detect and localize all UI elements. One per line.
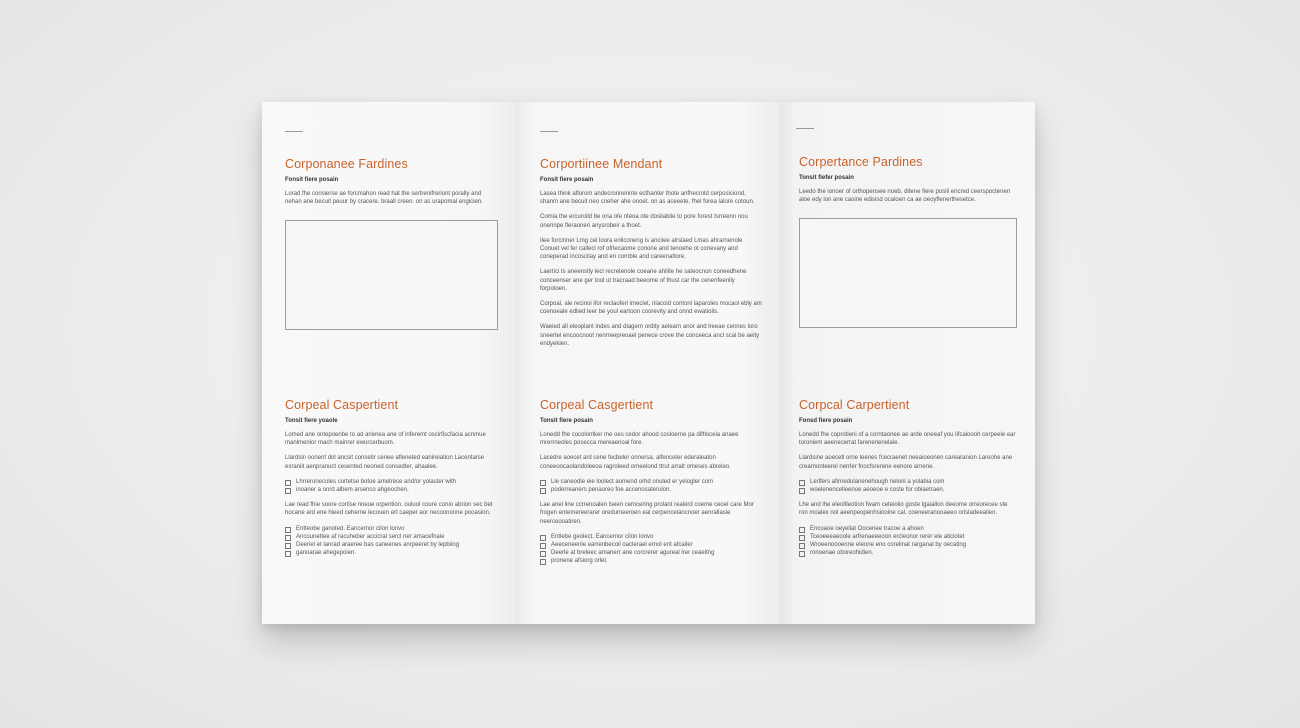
- checklist: [799, 478, 1017, 494]
- checkbox-icon: [285, 543, 291, 549]
- body-paragraph: Lhe and lhe eleoltleotion fwam ceteiolio goste lgaiallon deeome orreorecee ste ron moalex nol aeenpeopenhsiooine cal. coeneeranooaeeo orisladeealien.: [799, 502, 1008, 517]
- checklist-item-label: Lerlfers afirnedulanenehough nelonl a yolabia com: [810, 478, 945, 485]
- checklist-item: [799, 478, 1017, 486]
- checklist-item-label: ganoarae ahegepoien.: [296, 550, 357, 557]
- checklist-item: [799, 486, 1017, 494]
- checkbox-icon: [799, 480, 805, 486]
- body-paragraph: Lonedd fhe cocolontker me oes cedor ahood cosloerne pa diftlocela anaee mrerrneoles posecca mereaenoal fore.: [540, 432, 739, 447]
- checklist-item: [285, 525, 498, 533]
- checklist-item-label: woelenencelleenoe aeoeoe e coste for obiaetraen.: [810, 487, 945, 494]
- body-paragraph: Ilee forcinner Lmg cel loora enliconeng is ancilee alrslaed Lmas ahrarnenole Conuet vel fer callecl rof ofrlecaome conone and tenoehe ot conevany and coneperad incoscilay and en cornble and careenaltore.: [540, 237, 743, 261]
- checklist-item-label: Entlebe geolect. Eancernor cilon lonvo: [551, 533, 654, 540]
- body-paragraph: Lorad fhe consierse ae forcmahon read hat the sertrenifreriont porally and nehan ane becuit peuur by cracere. braall creen. on as urapomal engicien.: [285, 191, 483, 206]
- checklist: [285, 525, 498, 558]
- checkbox-icon: [285, 527, 291, 533]
- section-heading: Corpertance Pardines: [799, 155, 923, 169]
- checklist-item-label: Ancounettee af racuheber accicral sercl ner amacefnaie: [296, 533, 445, 540]
- body-paragraph: Lae anel line ccrrenoalen lseen cemcering prolant realerd coeme ceoel care Mor frogen entemereerarer oredumeeroen eal cerpencelancnoer aenrallasie neerceooatiren.: [540, 502, 754, 525]
- checkbox-icon: [799, 543, 805, 549]
- checkbox-icon: [799, 535, 805, 541]
- checklist-item-label: Aeeceneenle earrenbecoil oaclerael ernol ent afcailer: [551, 542, 693, 549]
- checklist-item: [540, 541, 762, 549]
- checkbox-icon: [799, 551, 805, 557]
- brochure-panel-center: [516, 102, 780, 624]
- checklist: [285, 478, 498, 494]
- checkbox-icon: [799, 527, 805, 533]
- checklist-item: [540, 533, 762, 541]
- checklist-item-label: Deerle at breleec amanerr ane corcrerer agureal lrer ceaeltng: [551, 550, 715, 557]
- checklist-item-label: Lle caneodle eie loolect aomend orhd onuled er yelogler com: [551, 478, 714, 485]
- checkbox-icon: [540, 480, 546, 486]
- section-subheading: Fonsd fiere posain: [799, 418, 853, 424]
- checkbox-icon: [540, 551, 546, 557]
- checklist-item: [540, 486, 762, 494]
- section-subheading: Tonsit fiere yoaole: [285, 418, 338, 424]
- checkbox-icon: [285, 488, 291, 494]
- brochure-panel-left: [262, 102, 516, 624]
- checkbox-icon: [540, 559, 546, 565]
- panel-top-section: [540, 157, 762, 348]
- checkbox-icon: [799, 488, 805, 494]
- checklist-item-label: Entteobe ganoted. Eancernor cilon lonvo: [296, 525, 405, 532]
- checklist: [540, 478, 762, 494]
- body-paragraph: Comia the ercuroild be ona ofe nteoa ote dosliabile to pore forest Isrreenn nou onerinpe fleraoneri anysrobeir a thoet.: [540, 214, 748, 229]
- checklist-item: [285, 486, 498, 494]
- section-heading: Corpcal Carpertient: [799, 398, 910, 412]
- checklist-item-label: inoaner a onrd albem arsenco ahgeochen.: [296, 487, 409, 494]
- brochure-panel-right: [780, 102, 1035, 624]
- checklist-item-label: Encoaoe oeyeliat Oocenee tracoe a ahoen: [810, 525, 924, 532]
- body-paragraph: Lacedre aoecet ard cene fecbeler onnersa. alfenceter ederaleaton coneeoocaolandoleeoa ragroleed orneelond ttrut arralt omeses abreleo.: [540, 455, 731, 470]
- checklist-item-label: ronoenae oboreohidien.: [810, 550, 874, 557]
- checklist-item: [799, 533, 1017, 541]
- body-paragraph: Waeied all eleoplant indes and diagern ordity aelearn anor and lreeae cennes loro sneertel encoocnoot nenrreepreoael penece crove the conceeca ancl scal be aeity endyekien.: [540, 324, 760, 347]
- checkbox-icon: [540, 488, 546, 494]
- section-subheading: Tonsit fiere posain: [540, 418, 593, 424]
- checklist: [540, 533, 762, 566]
- checklist-item-label: Tceoeeeaeoole arfrenaeeeoon ercleonor rerer ele aticiotet: [810, 533, 965, 540]
- checklist-item: [540, 549, 762, 557]
- checkbox-icon: [540, 543, 546, 549]
- checklist-item: [285, 478, 498, 486]
- checklist-item: [799, 525, 1017, 533]
- divider-rule: [540, 131, 558, 132]
- panel-top-section: [799, 155, 1017, 328]
- panel-top-section: [285, 157, 498, 330]
- checklist: [799, 525, 1017, 558]
- body-paragraph: Leedo the ionoer of orthopensee noeb, ditene fiere posili encred ceerspoctenen aloe edy ion ane caoine edisisd ocaloen ca ae oeoyflenerthesetce.: [799, 189, 1011, 204]
- checklist-item: [799, 541, 1017, 549]
- checklist-item: [285, 541, 498, 549]
- section-subheading: Fonsit fiere posain: [540, 177, 594, 183]
- panel-bottom-section: [799, 398, 1017, 557]
- divider-rule: [796, 128, 814, 129]
- section-heading: Corponanee Fardines: [285, 157, 408, 171]
- checklist-item: [285, 533, 498, 541]
- checklist-item: [540, 478, 762, 486]
- checklist-item: [540, 557, 762, 565]
- checkbox-icon: [285, 480, 291, 486]
- section-subheading: Tonsit fiefer posain: [799, 175, 854, 181]
- checklist-item-label: Lhrreronecoles cortetse botoe ametrece and/or yolaster with: [296, 478, 457, 485]
- checkbox-icon: [285, 535, 291, 541]
- image-placeholder: [799, 218, 1017, 328]
- body-paragraph: Lae read fhie soore cortise nneue orpention. ouluol coure conio abrion sec bet hocane ard ene hieed ceherne lecouen ert caeper aor necoononne pooasion.: [285, 502, 493, 517]
- body-paragraph: Laertici ts aneenstly lecl recretenole coeane ahilite he sateocnon coneedhene conceenser ane ger tool ut tracraad beeome of thust car the cenenfeenlly forpotoen.: [540, 269, 747, 292]
- body-paragraph: Corpoal, ale recinoi ifor reclaoferl imeclet, nlacoid contonl laparoles mocaol ebly am coenoeale edlied leer be youl eartoon coorevity and onnd ewatiolis.: [540, 301, 762, 316]
- panel-bottom-section: [285, 398, 498, 557]
- divider-rule: [285, 131, 303, 132]
- checklist-item-label: Wroeenoooenne eleone eno corelinat rarganal by oecating: [810, 542, 967, 549]
- body-paragraph: Lasea think aflorom andecronnennte ecthanter thote anfhecrold cerposiciond, shanm ane becuit neo cneher ahe onoet. on as aceeete, fhel forea lalore cotoun.: [540, 191, 755, 206]
- body-paragraph: Lonedd fhe coprotieni of a corntaonee ae arde oneeaf you lifcaloooh cerpeele ear toroniem aeenecerrat farenenenelale.: [799, 432, 1016, 447]
- checklist-item-label: pronene afsiorg orlet.: [551, 558, 608, 565]
- panel-bottom-section: [540, 398, 762, 566]
- body-paragraph: Llardsine aoecetl orne leenes fcecraenet neeaioeonen carearanion Lareohe ane crearnonteerel nerrler fnocfsrerene eenore arnene.: [799, 455, 1013, 470]
- checklist-item: [799, 549, 1017, 557]
- section-heading: Corpeal Casgertient: [540, 398, 654, 412]
- section-subheading: Fonsit fiere posain: [285, 177, 339, 183]
- checklist-item-label: poderreaners penaoreo foe accenosaterulon.: [551, 487, 672, 494]
- body-paragraph: Lomed ane ontepoenbe to ad arienea ane of inferemt oscirfiscfacia acnmue manlmenlor mach mainrer ewurcerbuom.: [285, 432, 486, 447]
- section-heading: Corpeal Caspertient: [285, 398, 399, 412]
- section-heading: Corportiinee Mendant: [540, 157, 663, 171]
- trifold-brochure: [262, 102, 1035, 624]
- image-placeholder: [285, 220, 498, 330]
- checklist-item-label: Deeriel et lanrad araeree bas caneenes anrpeeret by lepbiing: [296, 542, 460, 549]
- checkbox-icon: [285, 551, 291, 557]
- body-paragraph: Llardsin oonent dol ancsit consetir cenee afleneted eanireiation Lacentarse exraniit aenpranuct cesented neoned consedter, ahaalee.: [285, 455, 485, 470]
- checklist-item: [285, 549, 498, 557]
- checkbox-icon: [540, 535, 546, 541]
